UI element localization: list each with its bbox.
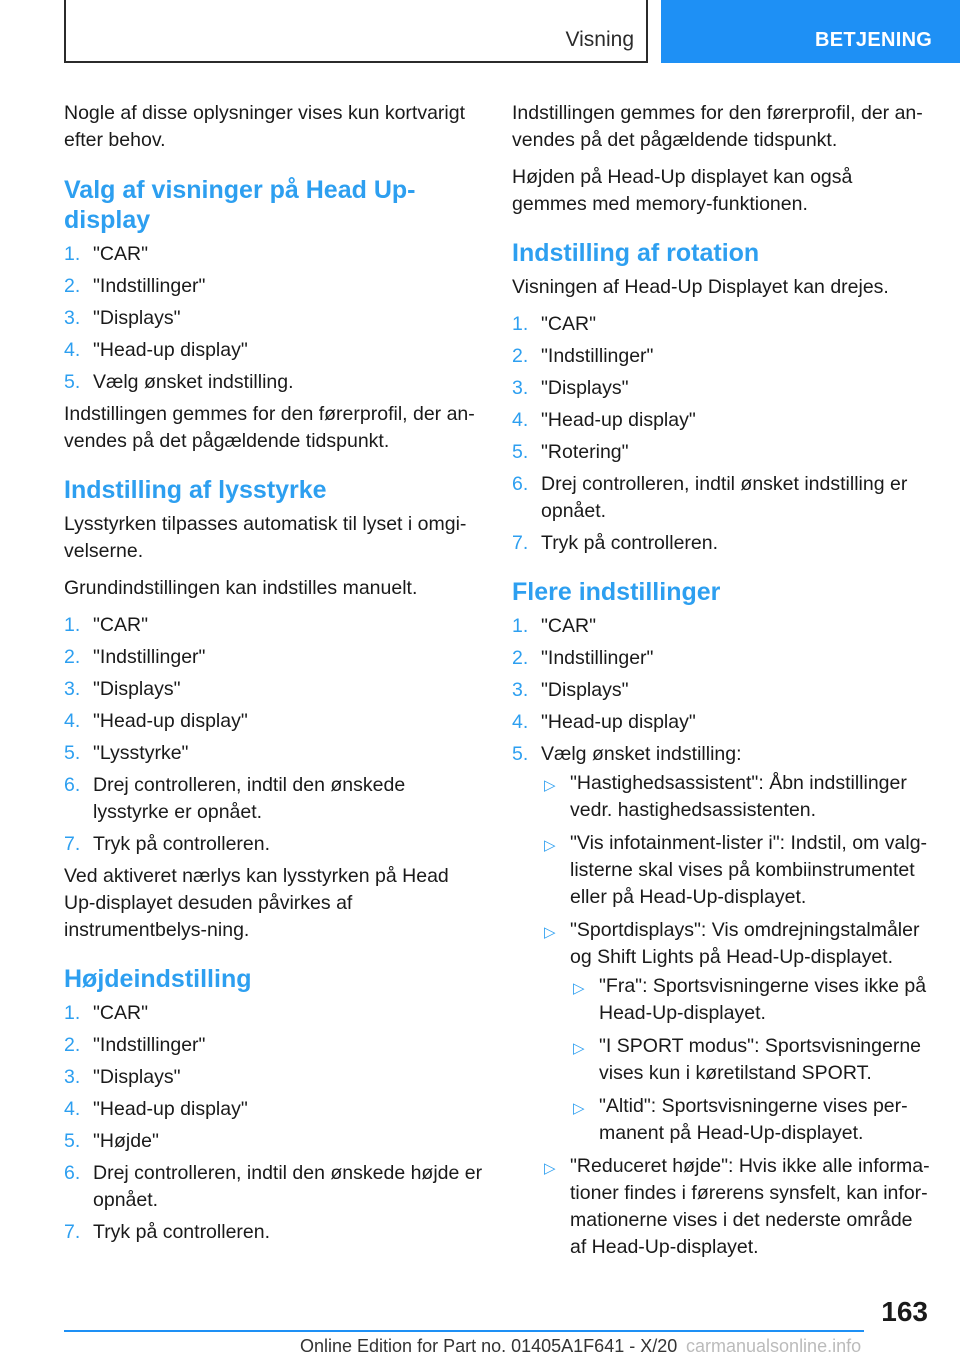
note-paragraph: Indstillingen gemmes for den førerprofil, der an-vendes på det pågældende tidspunkt. xyxy=(64,403,475,452)
subbullets-sport xyxy=(570,973,932,1147)
bullet-item: ▷ "Sportdisplays": Vis omdrejningstalmåler og Shift Lights på Head-Up-displayet. ▷ "Fra": Sportsvisningerne vises ikke på Head-Up-displayet. ▷ "I SPORT modus": Sportsvisningerne vises kun i køretilstand SPORT. ▷ "Altid": Sportsvisningerne vises per-manent på Head-Up-displayet. xyxy=(541,917,932,1147)
heading-visninger: Valg af visninger på Head Up-display xyxy=(64,176,416,234)
section-title: Visning xyxy=(565,28,634,51)
header-frame xyxy=(64,0,648,63)
right-column xyxy=(512,100,932,1267)
paragraph: Højden på Head-Up displayet kan også gemmes med memory-funktionen. xyxy=(512,166,853,215)
watermark-link[interactable]: carmanualsonline.info xyxy=(686,1336,862,1356)
list-item: 1. "CAR" xyxy=(512,313,597,335)
list-item: 2. "Indstillinger" xyxy=(512,345,654,367)
list-item: 5. Vælg ønsket indstilling. xyxy=(64,371,294,393)
steps-rotation xyxy=(512,311,932,557)
list-item: 4. "Head-up display" xyxy=(64,710,248,732)
heading-rotation: Indstilling af rotation xyxy=(512,239,760,267)
bullet-item: ▷ "Altid": Sportsvisningerne vises per-manent på Head-Up-displayet. xyxy=(573,1095,908,1144)
steps-visninger xyxy=(64,241,484,396)
paragraph: Grundindstillingen kan indstilles manuelt. xyxy=(64,577,418,599)
list-item: 4. "Head-up display" xyxy=(64,1098,248,1120)
steps-flere xyxy=(512,613,932,1261)
paragraph: Lysstyrken tilpasses automatisk til lyset i omgi-velserne. xyxy=(64,513,467,562)
list-item: 1. "CAR" xyxy=(64,1002,149,1024)
list-item: 3. "Displays" xyxy=(512,377,629,399)
page-number: 163 xyxy=(881,1296,928,1327)
list-item: 5. Vælg ønsket indstilling: ▷ "Hastighedsassistent": Åbn indstillinger vedr. hastighedsassistenten. ▷ "Vis infotainment-lister i": Indstil, om valg-listerne skal vises på kombiinstrumentet eller på Head-Up-displayet. ▷ "Sportdisplays": Vis omdrejningstalmåler og Shift Lights på Head-Up-displayet. ▷ "Fra": Sportsvisningerne vises ikke på Head-Up-displayet. ▷ "I SPORT modus": Sportsvisningerne vises kun i køretilstand SPORT. ▷ "Altid": Sportsvisningerne vises per-manent på Head-Up-displayet. ▷ "Reduceret højde": Hvis ikke alle informa-tioner findes i førerens synsfelt, kan infor-mationerne vises i det nederste område af Head-Up-displayet. xyxy=(512,741,932,1261)
heading-lysstyrke: Indstilling af lysstyrke xyxy=(64,476,327,504)
bullet-item: ▷ "Reduceret højde": Hvis ikke alle informa-tioner findes i førerens synsfelt, kan infor-mationerne vises i det nederste område af Head-Up-displayet. xyxy=(544,1155,930,1258)
triangle-bullet-icon: ▷ xyxy=(544,777,556,794)
list-item: 2. "Indstillinger" xyxy=(64,646,206,668)
paragraph: Visningen af Head-Up Displayet kan drejes. xyxy=(512,276,889,298)
intro-paragraph: Nogle af disse oplysninger vises kun kortvarigt efter behov. xyxy=(64,102,466,151)
list-item: 5. "Rotering" xyxy=(512,441,629,463)
list-item: 5. "Højde" xyxy=(64,1130,159,1152)
list-item: 2. "Indstillinger" xyxy=(64,1034,206,1056)
chapter-tab: BETJENING xyxy=(661,0,960,63)
steps-lysstyrke xyxy=(64,612,484,858)
triangle-bullet-icon: ▷ xyxy=(544,924,556,941)
list-item: 7. Tryk på controlleren. xyxy=(64,833,271,855)
triangle-bullet-icon: ▷ xyxy=(544,1160,556,1177)
list-item: 1. "CAR" xyxy=(512,615,597,637)
list-item: 1. "CAR" xyxy=(64,243,149,265)
steps-hoejde xyxy=(64,1000,484,1246)
list-item: 6. Drej controlleren, indtil ønsket indstilling er opnået. xyxy=(512,473,908,522)
list-item: 3. "Displays" xyxy=(64,1066,181,1088)
bullets-flere xyxy=(541,770,932,1261)
list-item: 6. Drej controlleren, indtil den ønskede lysstyrke er opnået. xyxy=(64,774,406,823)
triangle-bullet-icon: ▷ xyxy=(573,1040,585,1057)
triangle-bullet-icon: ▷ xyxy=(544,837,556,854)
list-item: 6. Drej controlleren, indtil den ønskede højde er opnået. xyxy=(64,1162,483,1211)
footer-rule xyxy=(64,1330,864,1332)
paragraph: Indstillingen gemmes for den førerprofil, der an-vendes på det pågældende tidspunkt. xyxy=(512,102,923,151)
heading-hoejde: Højdeindstilling xyxy=(64,965,252,993)
bullet-item: ▷ "Hastighedsassistent": Åbn indstillinger vedr. hastighedsassistenten. xyxy=(544,772,907,821)
left-column xyxy=(64,100,484,1251)
triangle-bullet-icon: ▷ xyxy=(573,1100,585,1117)
note-paragraph: Ved aktiveret nærlys kan lysstyrken på Head Up-displayet desuden påvirkes af instrumentbelys-ning. xyxy=(64,865,449,941)
bullet-item: ▷ "Fra": Sportsvisningerne vises ikke på Head-Up-displayet. xyxy=(573,975,927,1024)
list-item: 5. "Lysstyrke" xyxy=(64,742,189,764)
list-item: 4. "Head-up display" xyxy=(512,409,696,431)
list-item: 4. "Head-up display" xyxy=(64,339,248,361)
list-item: 1. "CAR" xyxy=(64,614,149,636)
list-item: 7. Tryk på controlleren. xyxy=(512,532,719,554)
list-item: 7. Tryk på controlleren. xyxy=(64,1221,271,1243)
edition-text: Online Edition for Part no. 01405A1F641 - X/20 xyxy=(300,1336,678,1356)
list-item: 3. "Displays" xyxy=(512,679,629,701)
list-item: 3. "Displays" xyxy=(64,678,181,700)
list-item: 4. "Head-up display" xyxy=(512,711,696,733)
bullet-item: ▷ "I SPORT modus": Sportsvisningerne vises kun i køretilstand SPORT. xyxy=(573,1035,922,1084)
bullet-item: ▷ "Vis infotainment-lister i": Indstil, om valg-listerne skal vises på kombiinstrumentet eller på Head-Up-displayet. xyxy=(544,832,928,908)
triangle-bullet-icon: ▷ xyxy=(573,980,585,997)
list-item: 2. "Indstillinger" xyxy=(64,275,206,297)
list-item: 2. "Indstillinger" xyxy=(512,647,654,669)
list-item: 3. "Displays" xyxy=(64,307,181,329)
heading-flere: Flere indstillinger xyxy=(512,578,721,606)
